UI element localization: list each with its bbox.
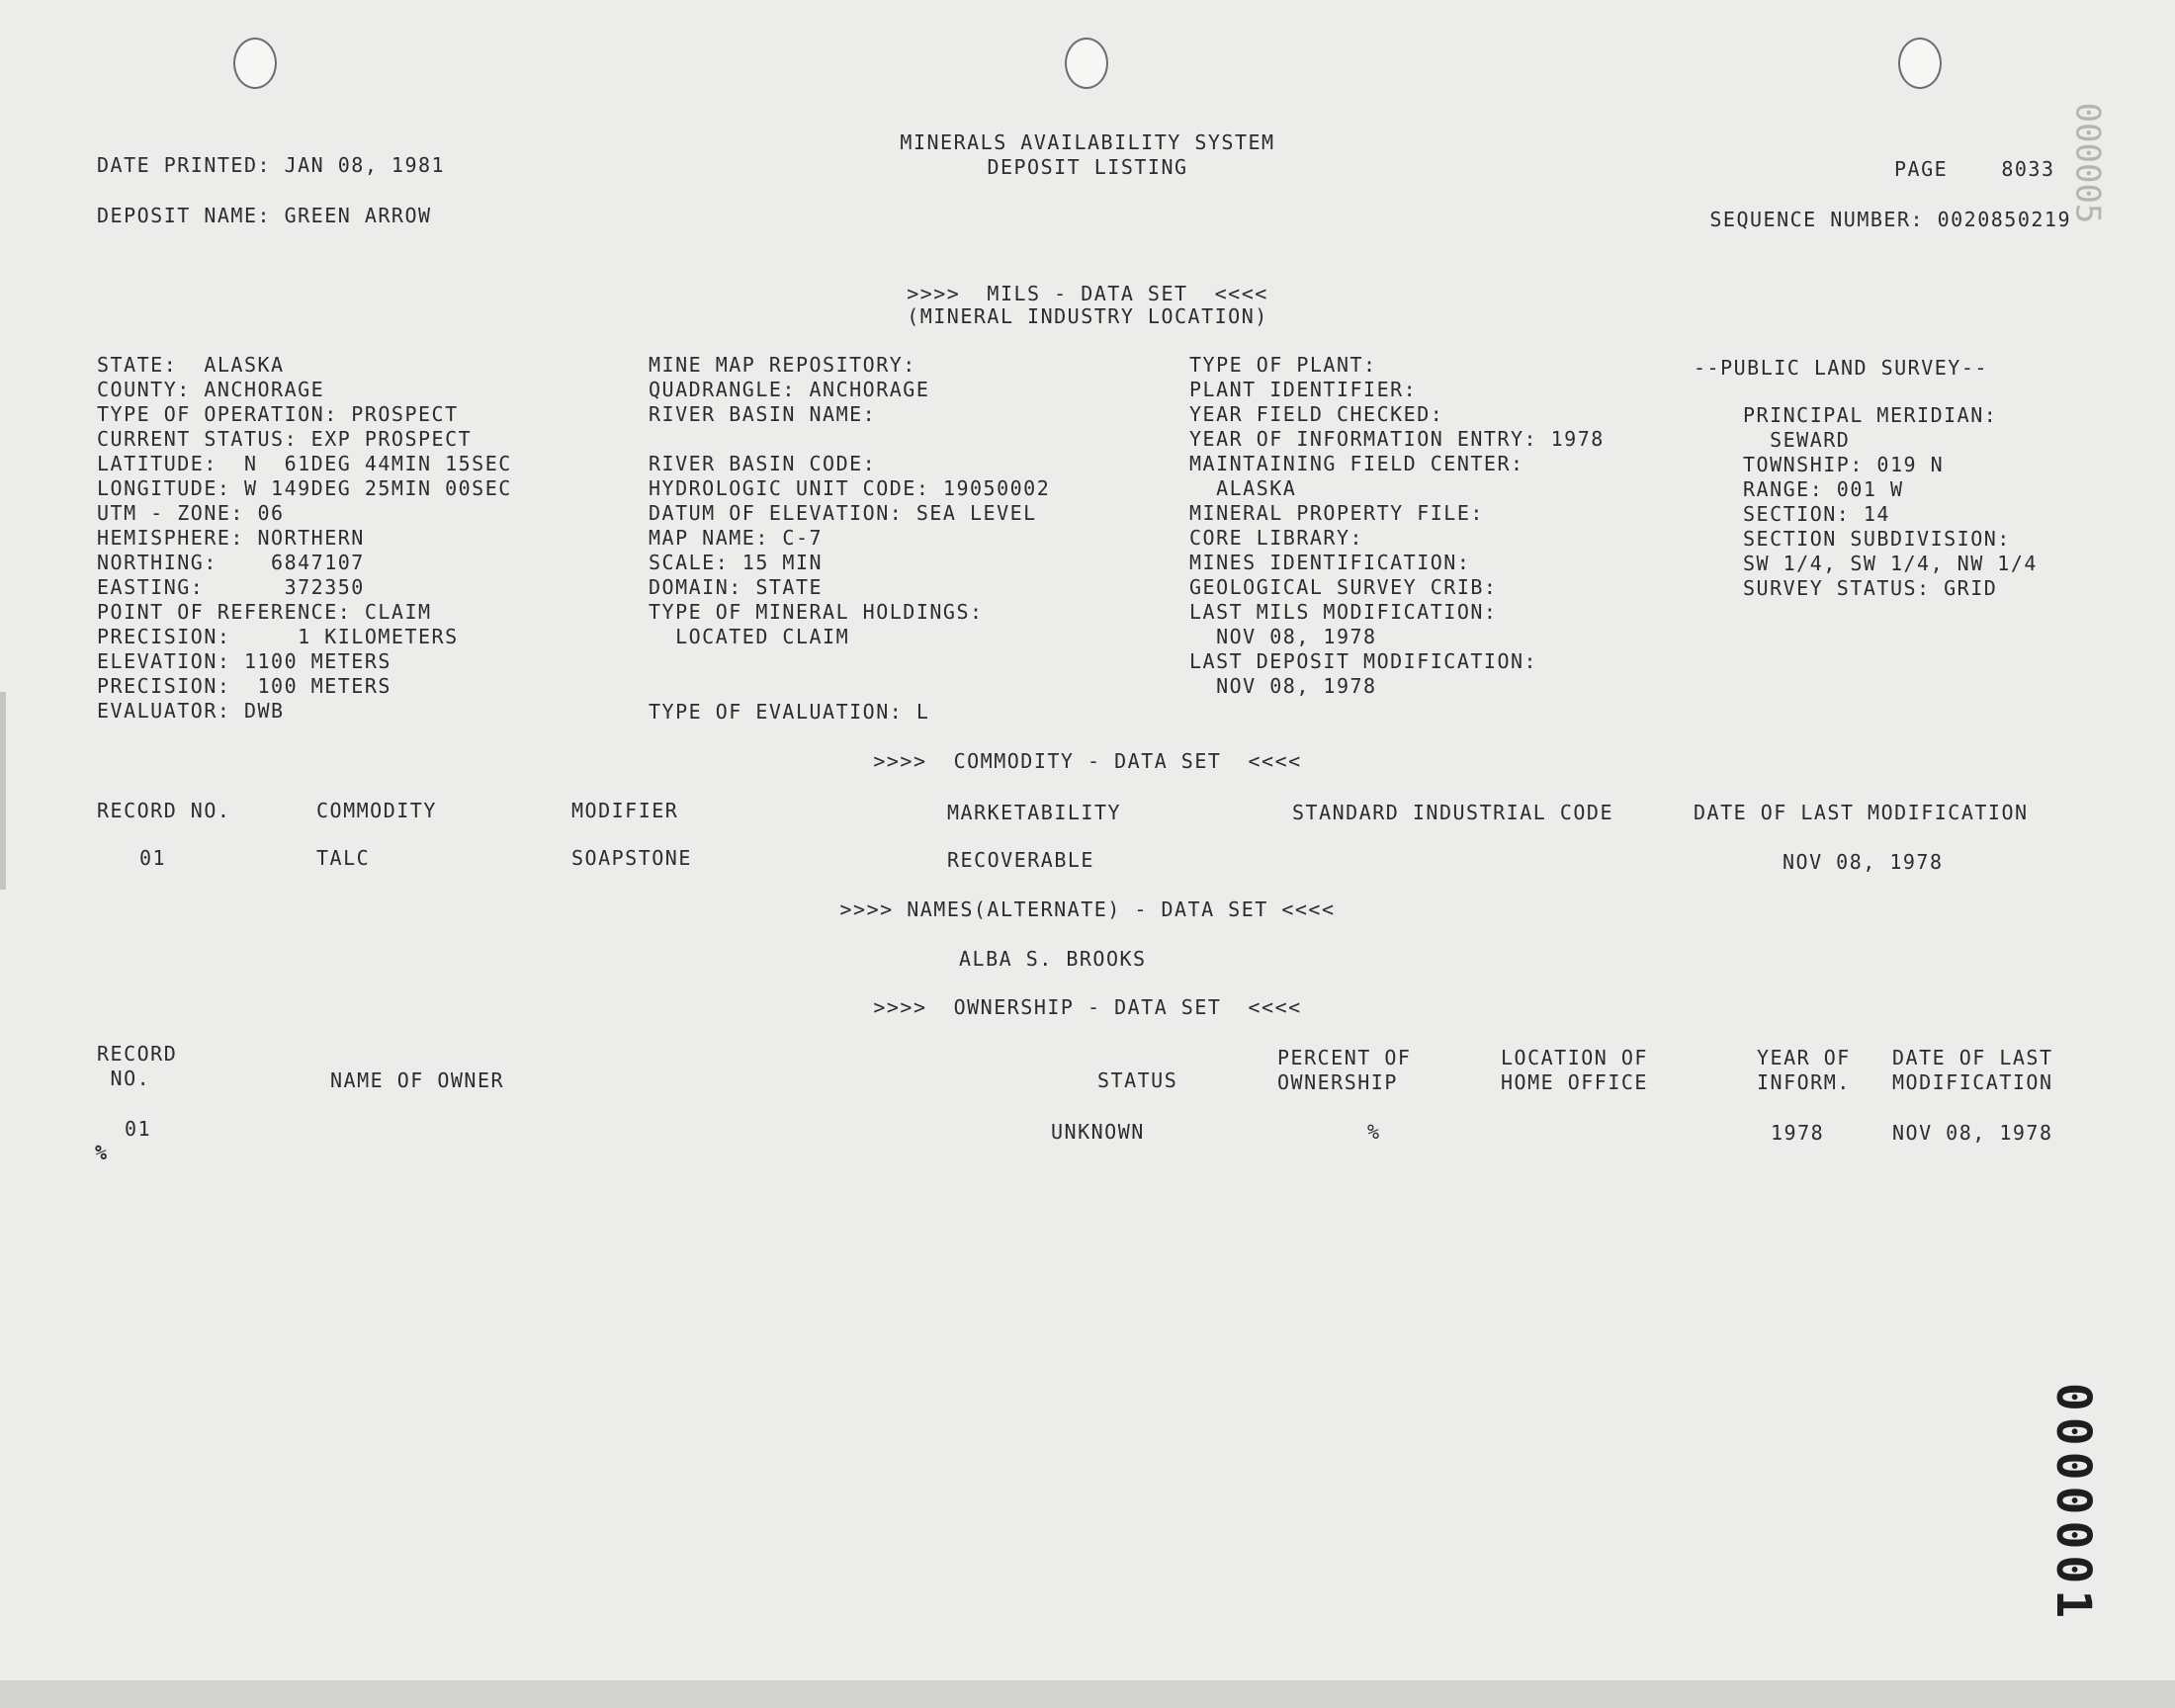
geological-survey-crib-field: GEOLOGICAL SURVEY CRIB:	[1189, 575, 1498, 599]
last-deposit-modification-value: NOV 08, 1978	[1189, 674, 1377, 698]
latitude-field: LATITUDE: N 61DEG 44MIN 15SEC	[97, 452, 512, 475]
mineral-holdings-value: LOCATED CLAIM	[649, 625, 850, 648]
public-land-survey-heading: --PUBLIC LAND SURVEY--	[1694, 356, 1988, 380]
ownership-heading: >>>> OWNERSHIP - DATA SET <<<<	[873, 995, 1302, 1019]
precision-km-field: PRECISION: 1 KILOMETERS	[97, 625, 459, 648]
commodity-heading: >>>> COMMODITY - DATA SET <<<<	[873, 749, 1302, 773]
mils-heading: >>>> MILS - DATA SET <<<<	[907, 282, 1268, 305]
date-printed: DATE PRINTED: JAN 08, 1981	[97, 153, 446, 177]
commodity-modifier: SOAPSTONE	[571, 846, 692, 870]
ownership-col-date-line1: DATE OF LAST	[1892, 1046, 2053, 1069]
scale-field: SCALE: 15 MIN	[649, 551, 824, 574]
river-basin-name-field: RIVER BASIN NAME:	[649, 402, 877, 426]
location-column	[97, 353, 512, 724]
maintaining-field-center-field: MAINTAINING FIELD CENTER:	[1189, 452, 1524, 475]
precision-m-field: PRECISION: 100 METERS	[97, 674, 392, 698]
core-library-field: CORE LIBRARY:	[1189, 526, 1364, 550]
ownership-col-percent-line2: OWNERSHIP	[1277, 1070, 1398, 1094]
ownership-col-year-line1: YEAR OF	[1757, 1046, 1851, 1069]
mine-map-repository-field: MINE MAP REPOSITORY:	[649, 353, 916, 377]
elevation-field: ELEVATION: 1100 METERS	[97, 649, 392, 673]
hemisphere-field: HEMISPHERE: NORTHERN	[97, 526, 365, 550]
evaluator-field: EVALUATOR: DWB	[97, 699, 285, 723]
principal-meridian-value: SEWARD	[1743, 428, 1851, 452]
river-basin-code-field: RIVER BASIN CODE:	[649, 452, 877, 475]
scan-edge	[0, 692, 6, 890]
system-title: MINERALS AVAILABILITY SYSTEM	[900, 130, 1275, 154]
mils-subheading: (MINERAL INDUSTRY LOCATION)	[907, 304, 1268, 328]
commodity-marketability: RECOVERABLE	[947, 848, 1094, 872]
section-subdivision-field: SECTION SUBDIVISION:	[1743, 527, 2011, 551]
datum-of-elevation-field: DATUM OF ELEVATION: SEA LEVEL	[649, 501, 1037, 525]
stamp-number-top: 000005	[2067, 102, 2108, 224]
commodity-col-sic: STANDARD INDUSTRIAL CODE	[1292, 801, 1613, 824]
commodity-date: NOV 08, 1978	[1783, 850, 1944, 874]
principal-meridian-field: PRINCIPAL MERIDIAN:	[1743, 403, 1998, 427]
year-field-checked-field: YEAR FIELD CHECKED:	[1189, 402, 1444, 426]
scan-bottom-edge	[0, 1680, 2175, 1708]
operation-type-field: TYPE OF OPERATION: PROSPECT	[97, 402, 459, 426]
ownership-col-date-line2: MODIFICATION	[1892, 1070, 2053, 1094]
current-status-field: CURRENT STATUS: EXP PROSPECT	[97, 427, 473, 451]
domain-field: DOMAIN: STATE	[649, 575, 824, 599]
binder-hole-right	[1898, 38, 1942, 89]
ownership-col-year-line2: INFORM.	[1757, 1070, 1851, 1094]
commodity-value: TALC	[316, 846, 371, 870]
alternate-name: ALBA S. BROOKS	[959, 947, 1147, 971]
year-of-information-entry-field: YEAR OF INFORMATION ENTRY: 1978	[1189, 427, 1605, 451]
ownership-col-record-line1: RECORD	[97, 1042, 178, 1066]
mineral-property-file-field: MINERAL PROPERTY FILE:	[1189, 501, 1484, 525]
map-column	[649, 353, 1050, 649]
last-mils-modification-value: NOV 08, 1978	[1189, 625, 1377, 648]
binder-hole-left	[233, 38, 277, 89]
hydrologic-unit-code-field: HYDROLOGIC UNIT CODE: 19050002	[649, 476, 1051, 500]
public-land-survey-column	[1743, 403, 2038, 601]
section-field: SECTION: 14	[1743, 502, 1890, 526]
listing-title: DEPOSIT LISTING	[987, 155, 1188, 179]
ownership-col-location-line1: LOCATION OF	[1501, 1046, 1648, 1069]
utm-zone-field: UTM - ZONE: 06	[97, 501, 285, 525]
last-deposit-modification-field: LAST DEPOSIT MODIFICATION:	[1189, 649, 1538, 673]
maintaining-field-center-value: ALASKA	[1189, 476, 1297, 500]
survey-status-field: SURVEY STATUS: GRID	[1743, 576, 1998, 600]
ownership-col-record-line2: NO.	[97, 1067, 151, 1090]
ownership-date: NOV 08, 1978	[1892, 1121, 2053, 1145]
names-heading: >>>> NAMES(ALTERNATE) - DATA SET <<<<	[839, 897, 1336, 921]
state-field: STATE: ALASKA	[97, 353, 285, 377]
section-subdivision-value: SW 1/4, SW 1/4, NW 1/4	[1743, 552, 2038, 575]
plant-identifier-field: PLANT IDENTIFIER:	[1189, 378, 1418, 401]
county-field: COUNTY: ANCHORAGE	[97, 378, 325, 401]
ownership-col-name: NAME OF OWNER	[330, 1068, 505, 1092]
sequence-number: SEQUENCE NUMBER: 0020850219	[1709, 208, 2071, 231]
ownership-status: UNKNOWN	[1051, 1120, 1145, 1144]
mineral-holdings-field: TYPE OF MINERAL HOLDINGS:	[649, 600, 984, 624]
type-of-evaluation-field: TYPE OF EVALUATION: L	[649, 700, 930, 724]
township-field: TOWNSHIP: 019 N	[1743, 453, 1945, 476]
commodity-col-commodity: COMMODITY	[316, 799, 437, 822]
type-of-plant-field: TYPE OF PLANT:	[1189, 353, 1377, 377]
map-name-field: MAP NAME: C-7	[649, 526, 824, 550]
commodity-col-marketability: MARKETABILITY	[947, 801, 1122, 824]
binder-hole-center	[1065, 38, 1108, 89]
blank-line	[649, 427, 1050, 452]
point-of-reference-field: POINT OF REFERENCE: CLAIM	[97, 600, 432, 624]
commodity-col-modifier: MODIFIER	[571, 799, 679, 822]
longitude-field: LONGITUDE: W 149DEG 25MIN 00SEC	[97, 476, 512, 500]
range-field: RANGE: 001 W	[1743, 477, 1904, 501]
ownership-col-status: STATUS	[1097, 1068, 1178, 1092]
ownership-col-location-line2: HOME OFFICE	[1501, 1070, 1648, 1094]
commodity-col-record-no: RECORD NO.	[97, 799, 231, 822]
commodity-col-date: DATE OF LAST MODIFICATION	[1694, 801, 2029, 824]
quadrangle-field: QUADRANGLE: ANCHORAGE	[649, 378, 930, 401]
deposit-name: DEPOSIT NAME: GREEN ARROW	[97, 204, 432, 227]
commodity-record-no: 01	[139, 846, 167, 870]
ownership-record-no: 01	[125, 1117, 152, 1141]
ownership-percent-mark: %	[95, 1141, 109, 1164]
northing-field: NORTHING: 6847107	[97, 551, 365, 574]
easting-field: EASTING: 372350	[97, 575, 365, 599]
last-mils-modification-field: LAST MILS MODIFICATION:	[1189, 600, 1498, 624]
ownership-year: 1978	[1771, 1121, 1825, 1145]
mines-identification-field: MINES IDENTIFICATION:	[1189, 551, 1471, 574]
ownership-col-percent-line1: PERCENT OF	[1277, 1046, 1412, 1069]
ownership-percent: %	[1367, 1120, 1381, 1144]
page-number: PAGE 8033	[1894, 157, 2055, 181]
administration-column	[1189, 353, 1605, 699]
stamp-number-bottom: 0000001	[2045, 1382, 2102, 1625]
